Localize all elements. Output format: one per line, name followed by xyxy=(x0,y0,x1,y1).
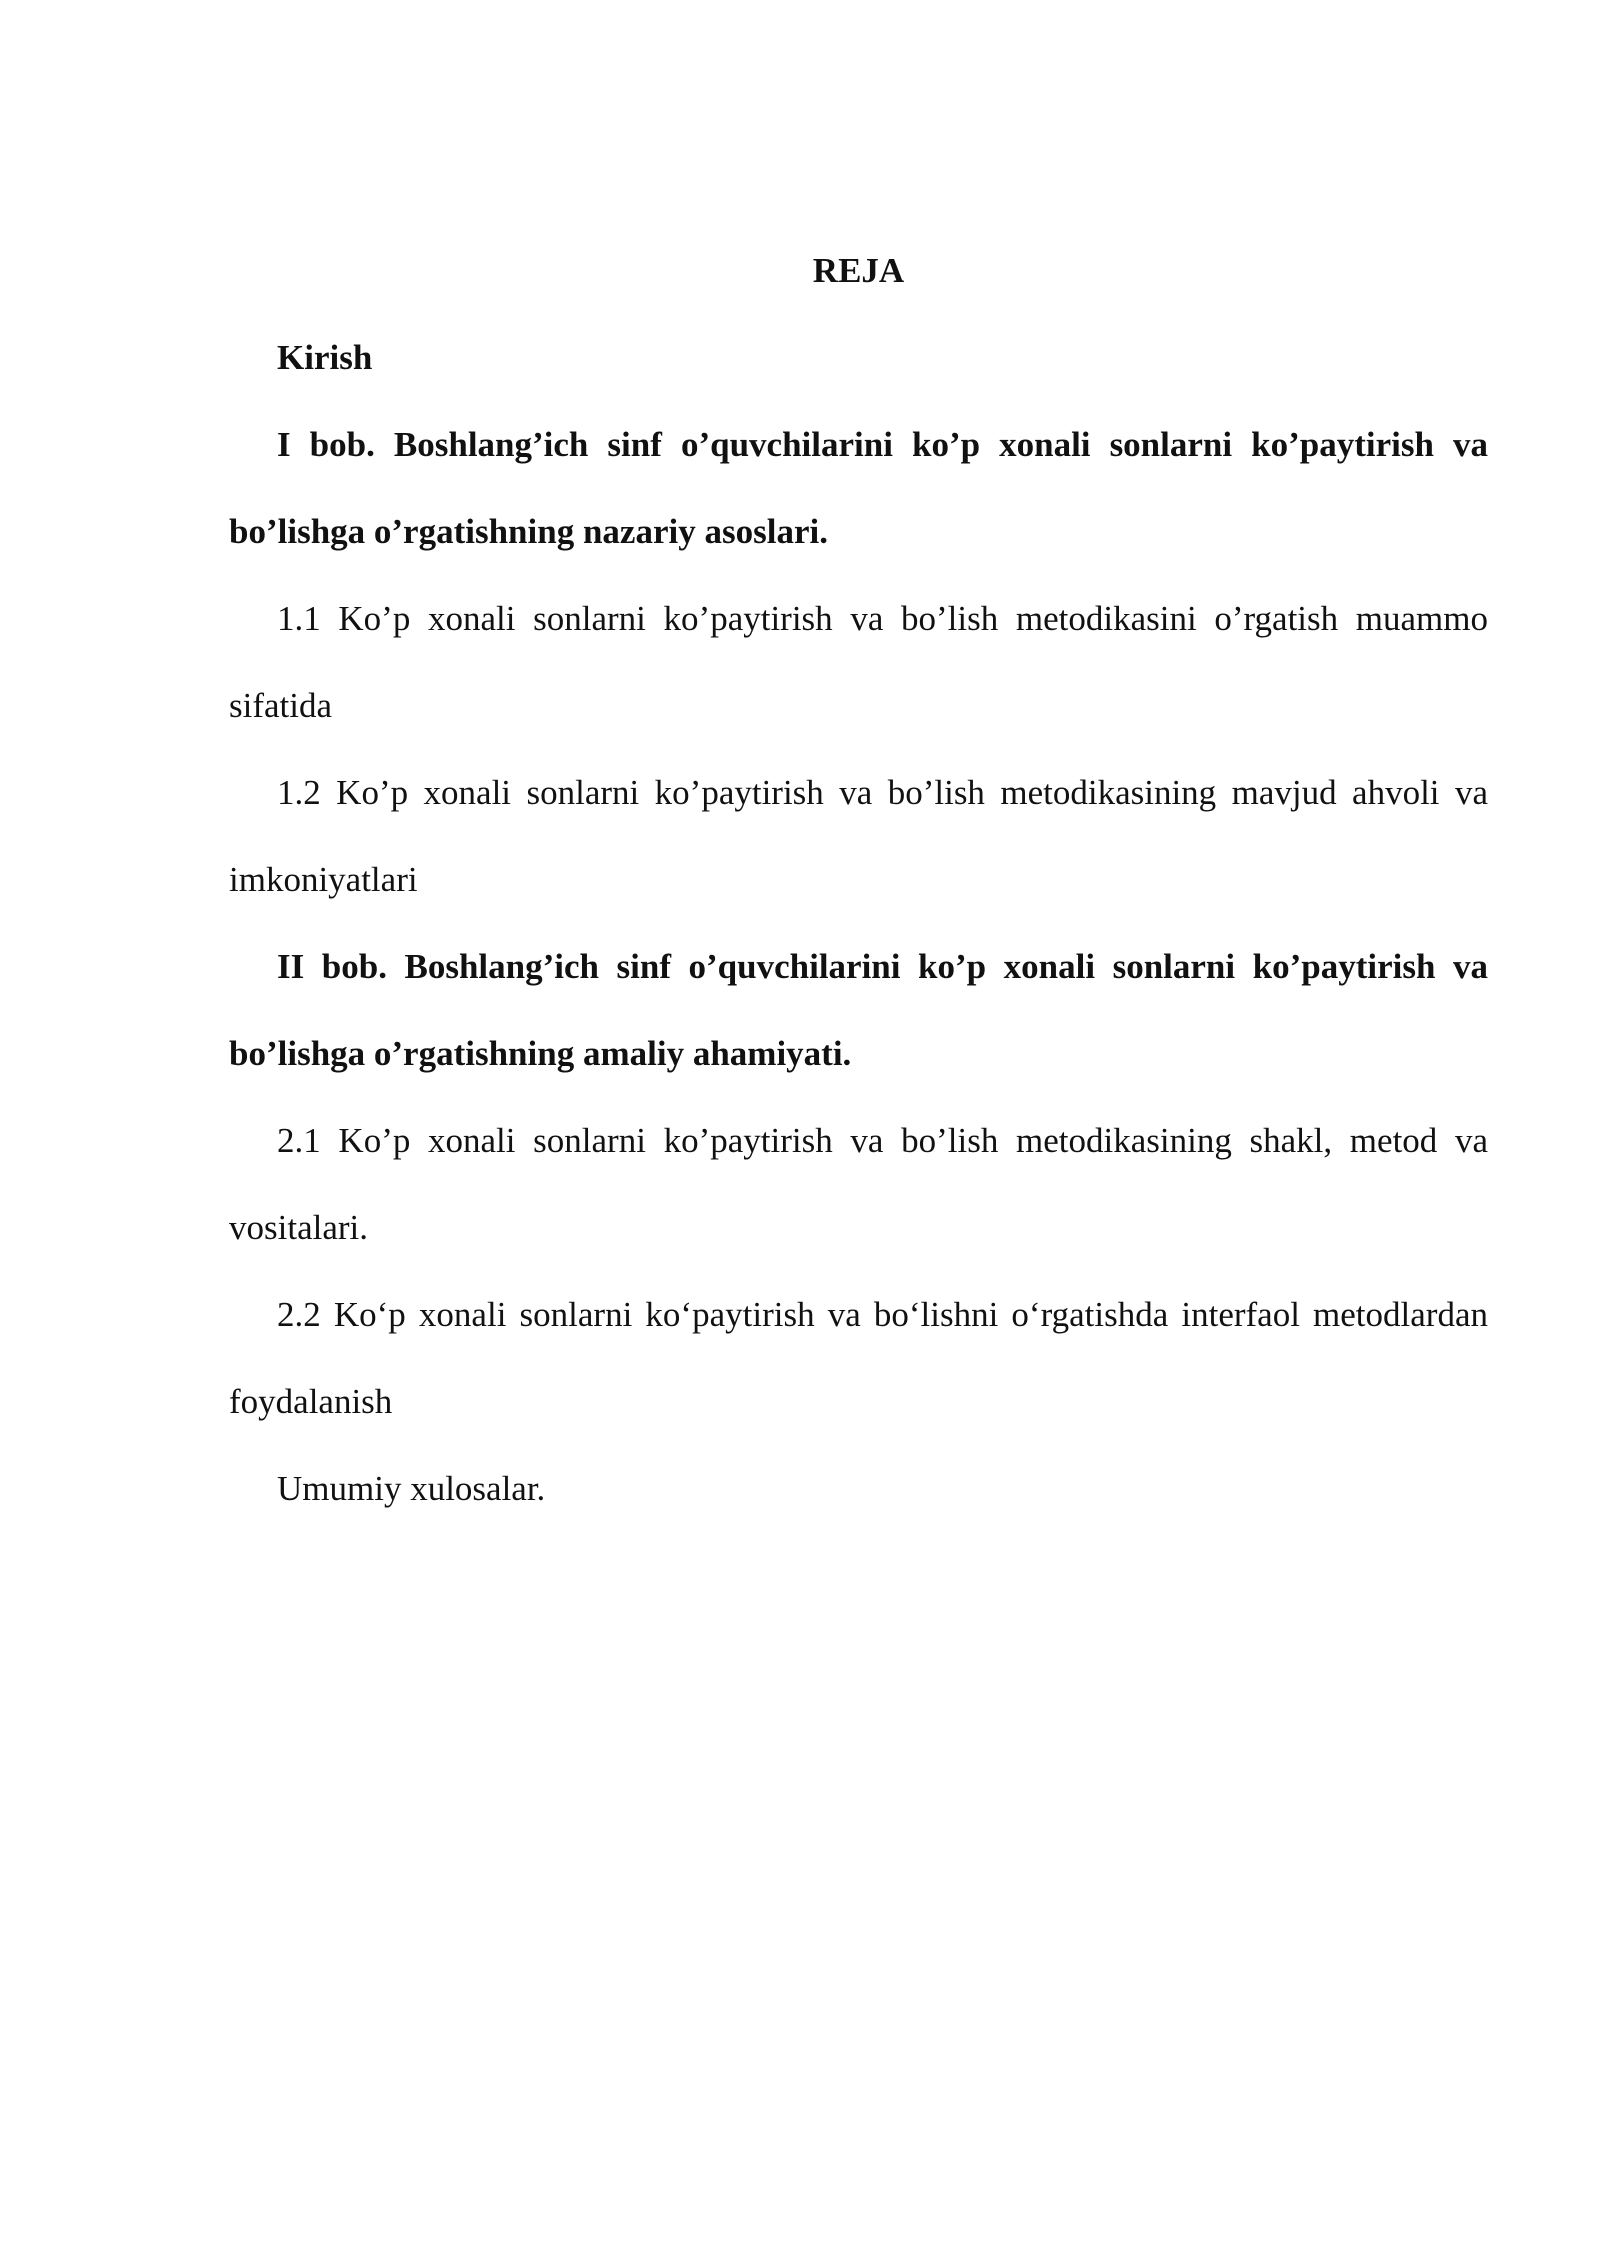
section-intro: Kirish xyxy=(277,338,373,377)
section-1-2: 1.2 Ko’p xonali sonlarni ko’paytirish va bo’lish metodikasining mavjud ahvoli va imkoniyatlari xyxy=(229,773,1488,899)
section-2-2: 2.2 Ko‘p xonali sonlarni ko‘paytirish va bo‘lishni o‘rgatishda interfaol metodlardan foydalanish xyxy=(229,1295,1488,1421)
page-title: REJA xyxy=(812,251,905,290)
chapter-2-heading: II bob. Boshlang’ich sinf o’quvchilarini ko’p xonali sonlarni ko’paytirish va bo’lishga o’rgatishning amaliy ahamiyati. xyxy=(229,947,1488,1073)
section-conclusion: Umumiy xulosalar. xyxy=(277,1469,546,1508)
chapter-1-heading: I bob. Boshlang’ich sinf o’quvchilarini ko’p xonali sonlarni ko’paytirish va bo’lishga o’rgatishning nazariy asoslari. xyxy=(229,425,1488,551)
section-2-1: 2.1 Ko’p xonali sonlarni ko’paytirish va bo’lish metodikasining shakl, metod va vositalari. xyxy=(229,1121,1488,1247)
document-content xyxy=(229,227,1488,1532)
section-1-1: 1.1 Ko’p xonali sonlarni ko’paytirish va bo’lish metodikasini o’rgatish muammo sifatida xyxy=(229,599,1488,725)
